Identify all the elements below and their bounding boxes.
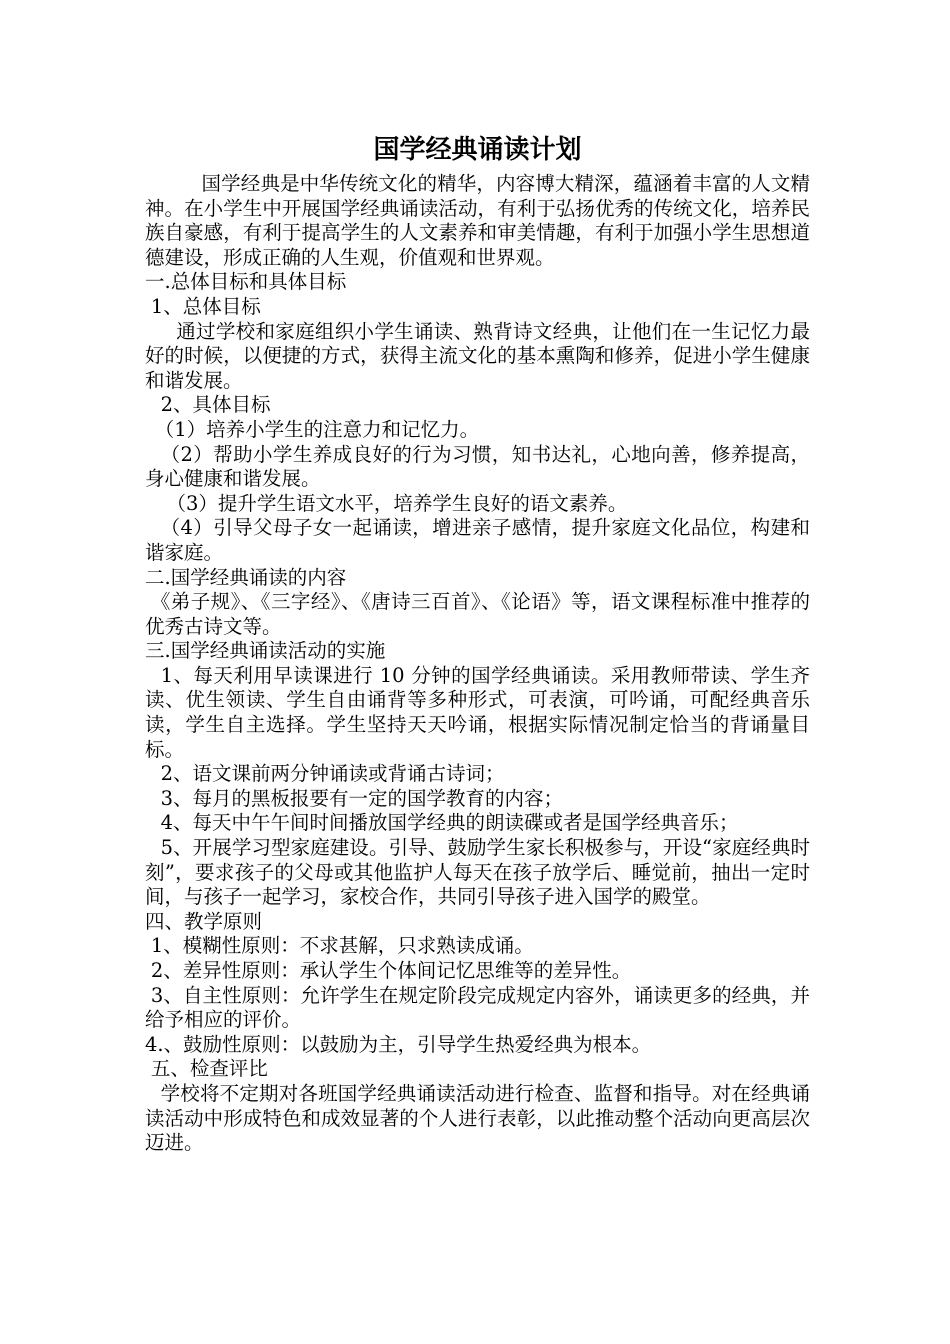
document-title: 国学经典诵读计划 [373, 135, 582, 165]
implementation-item-2: 2、语文课前两分钟诵读或背诵古诗词； [160, 762, 505, 786]
implementation-item-3: 3、每月的黑板报要有一定的国学教育的内容； [160, 786, 564, 810]
specific-goal-item-3: （3）提升学生语文水平，培养学生良好的语文素养。 [166, 491, 628, 515]
content-paragraph: 《弟子规》、《三字经》、《唐诗三百首》、《论语》等，语文课程标准中推荐的优秀古诗文等。 [145, 590, 810, 638]
specific-goal-item-4: （4）引导父母子女一起诵读，增进亲子感情，提升家庭文化品位，构建和谐家庭。 [145, 516, 810, 564]
principle-item-4: 4.、鼓励性原则：以鼓励为主，引导学生热爱经典为根本。 [145, 1032, 652, 1056]
section-heading-1: 一.总体目标和具体目标 [145, 270, 347, 294]
section-heading-3: 三.国学经典诵读活动的实施 [145, 639, 386, 663]
section-heading-2: 二.国学经典诵读的内容 [145, 565, 347, 589]
implementation-item-1: 1、每天利用早读课进行 10 分钟的国学经典诵读。采用教师带读、学生齐读、优生领读、学生自由诵背等多种形式，可表演，可吟诵，可配经典音乐读，学生自主选择。学生坚持天天吟诵，根据实际情况制定恰当的背诵量目标。 [145, 663, 810, 761]
principle-item-2: 2、差异性原则：承认学生个体间记忆思维等的差异性。 [150, 959, 632, 982]
overall-goal-paragraph: 通过学校和家庭组织小学生诵读、熟背诗文经典，让他们在一生记忆力最好的时候，以便捷的方式，获得主流文化的基本熏陶和修养，促进小学生健康和谐发展。 [145, 319, 810, 392]
implementation-item-4: 4、每天中午午间时间播放国学经典的朗读碟或者是国学经典音乐； [160, 811, 739, 835]
subsection-heading-specific-goals: 2、具体目标 [160, 393, 271, 417]
principle-item-3: 3、自主性原则：允许学生在规定阶段完成规定内容外，诵读更多的经典，并给予相应的评价。 [145, 983, 810, 1032]
intro-paragraph: 国学经典是中华传统文化的精华，内容博大精深，蕴涵着丰富的人文精神。在小学生中开展国学经典诵读活动，有利于弘扬优秀的传统文化，培养民族自豪感，有利于提高学生的人文素养和审美情趣，有利于加强小学生思想道德建设，形成正确的人生观，价值观和世界观。 [145, 172, 810, 269]
principle-item-1: 1、模糊性原则：不求甚解，只求熟读成诵。 [150, 934, 534, 958]
specific-goal-item-2: （2）帮助小学生养成良好的行为习惯，知书达礼，心地向善，修养提高，身心健康和谐发展。 [145, 442, 810, 491]
implementation-item-5: 5、开展学习型家庭建设。引导、鼓励学生家长积极参与，开设“家庭经典时刻”，要求孩子的父母或其他监护人每天在孩子放学后、睡觉前，抽出一定时间，与孩子一起学习，家校合作，共同引导孩子进入国学的殿堂。 [145, 836, 810, 909]
subsection-heading-overall-goal: 1、总体目标 [150, 294, 261, 318]
inspection-paragraph: 学校将不定期对各班国学经典诵读活动进行检查、监督和指导。对在经典诵读活动中形成特色和成效显著的个人进行表彰，以此推动整个活动向更高层次迈进。 [145, 1081, 810, 1155]
section-heading-4: 四、教学原则 [145, 909, 263, 933]
section-heading-5: 五、检查评比 [150, 1057, 268, 1081]
specific-goal-item-1: （1）培养小学生的注意力和记忆力。 [154, 417, 480, 441]
document-body [145, 130, 810, 1156]
